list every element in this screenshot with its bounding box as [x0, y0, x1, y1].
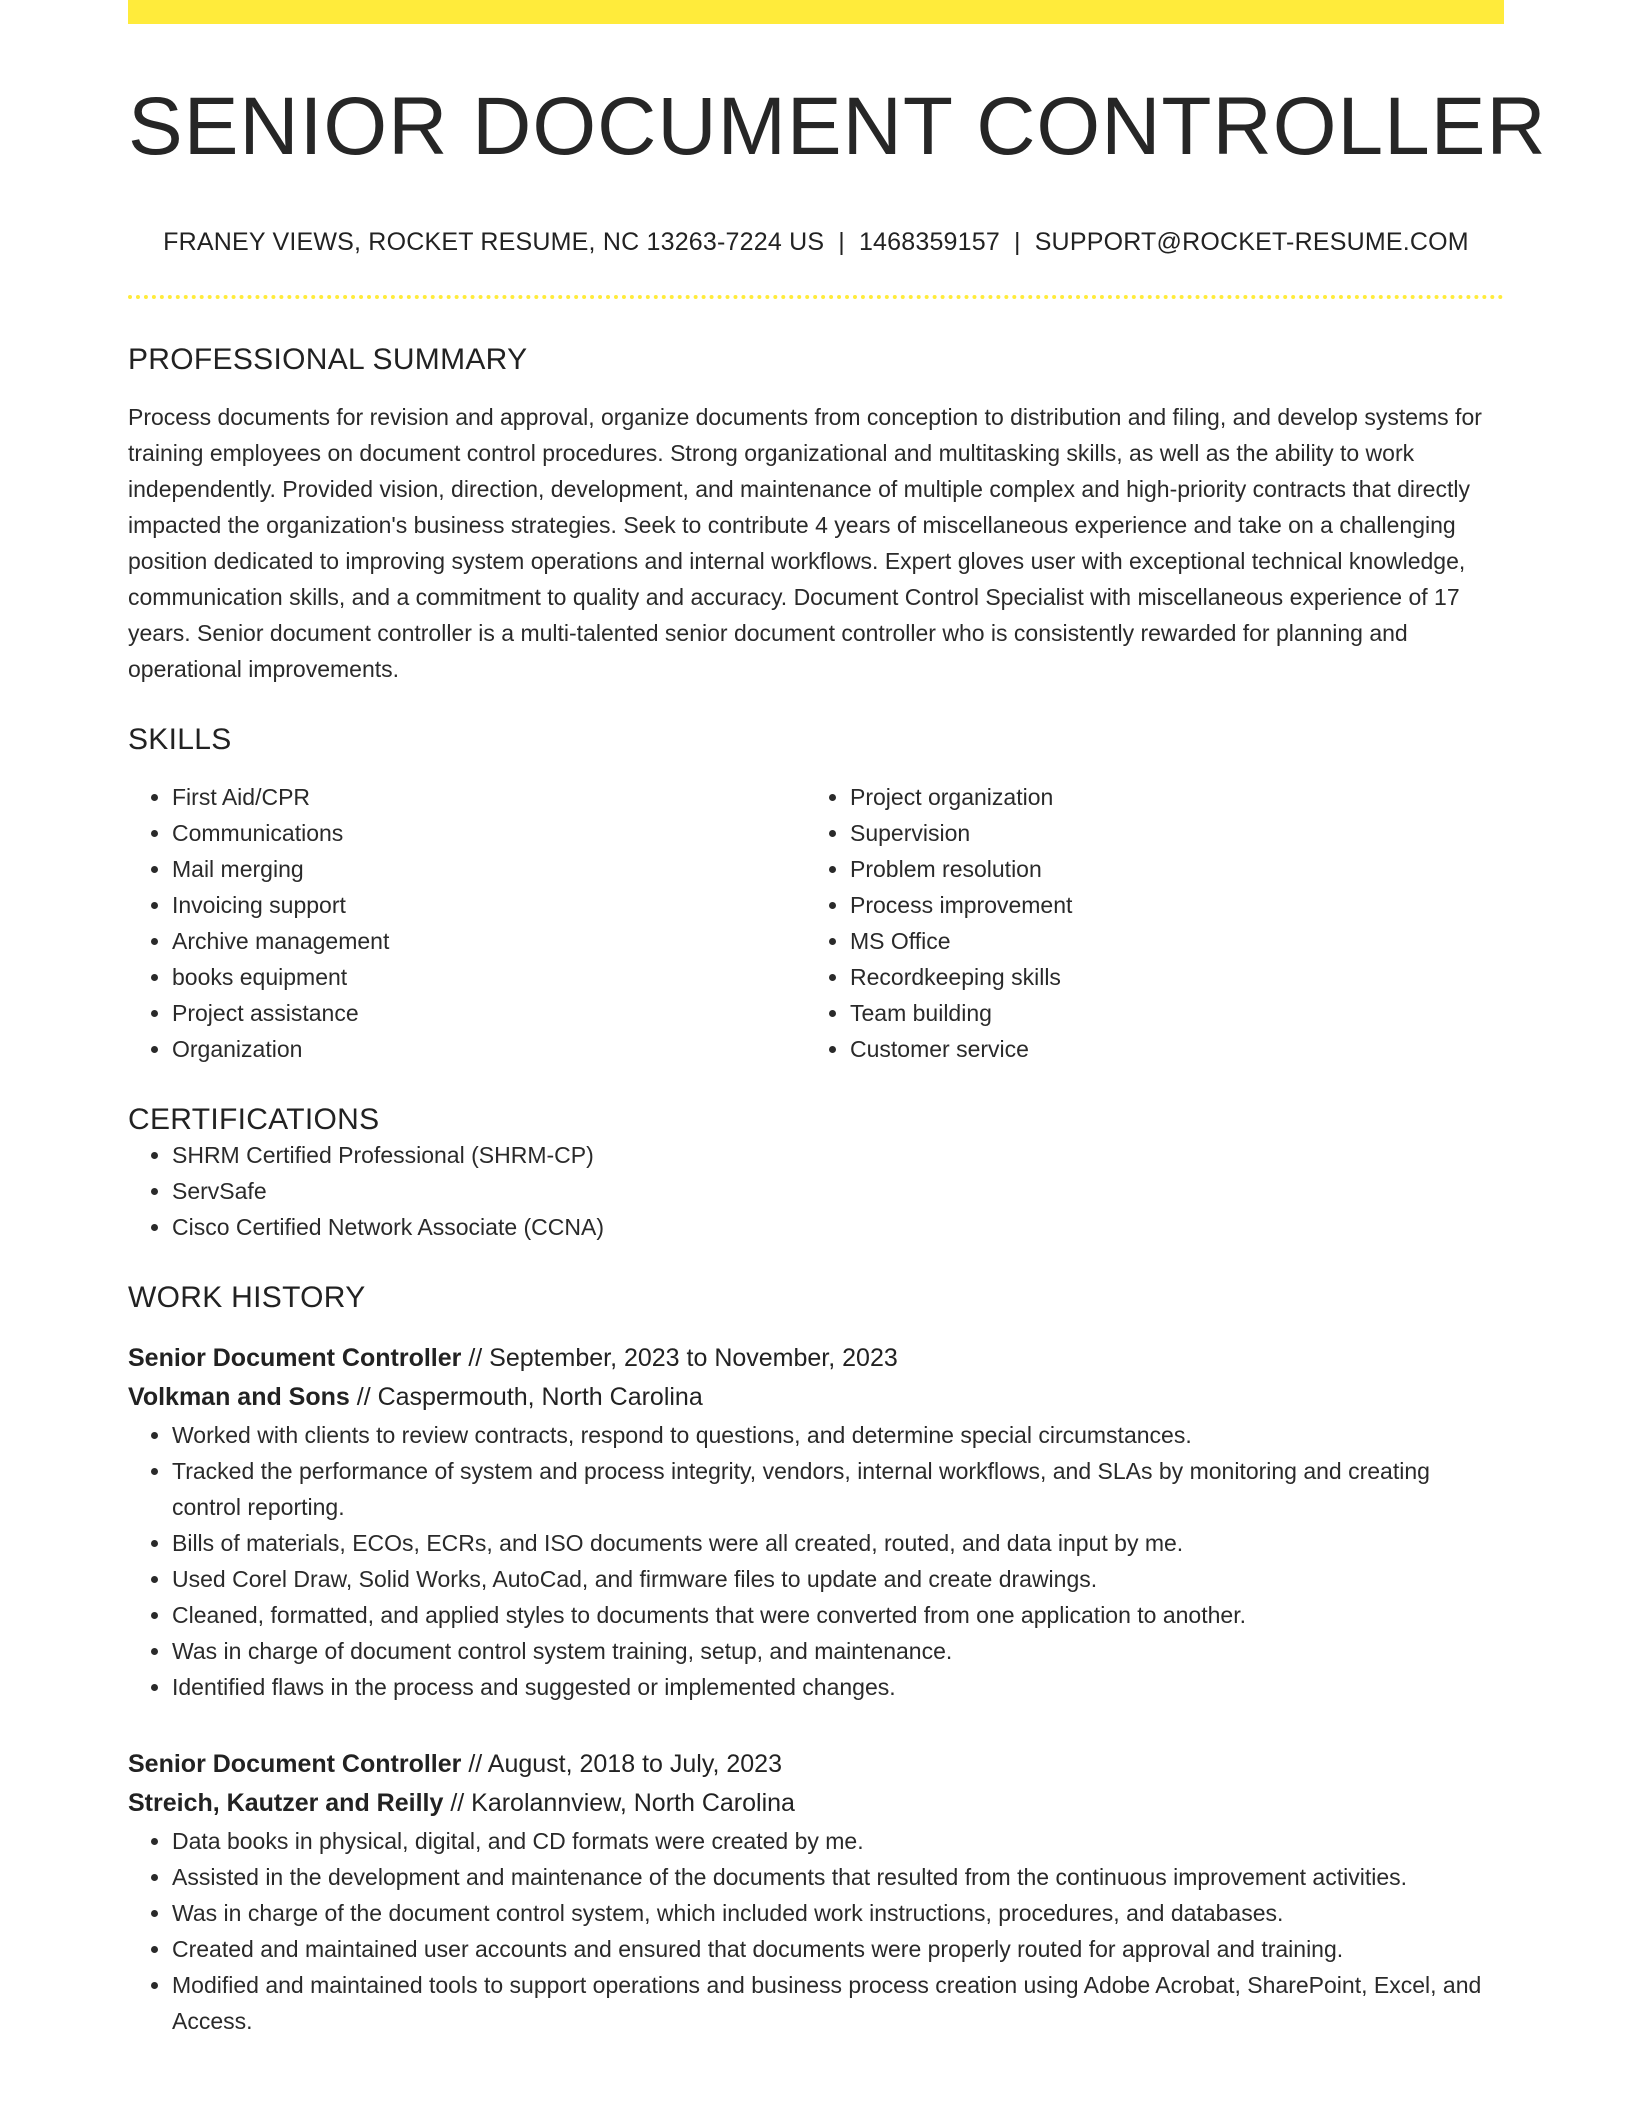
work-history-heading: WORK HISTORY — [128, 1281, 366, 1315]
certification-item: • ServSafe — [172, 1173, 1504, 1209]
job-location: // Caspermouth, North Carolina — [349, 1383, 703, 1412]
resume-page — [128, 0, 1547, 2039]
job-bullet: • Data books in physical, digital, and CD formats were created by me. — [172, 1823, 1504, 1859]
skill-item: • Communications — [172, 815, 806, 851]
accent-bar — [128, 0, 1504, 24]
contact-line — [128, 228, 1504, 257]
skill-item: • MS Office — [850, 923, 1484, 959]
job-company: Streich, Kautzer and Reilly — [128, 1789, 444, 1818]
skill-item: • First Aid/CPR — [172, 779, 806, 815]
job-bullet: • Was in charge of the document control system, which included work instructions, procedures, and databases. — [172, 1895, 1504, 1931]
certification-item: • Cisco Certified Network Associate (CCNA) — [172, 1209, 1504, 1245]
summary-heading: PROFESSIONAL SUMMARY — [128, 343, 528, 377]
job-bullet: • Modified and maintained tools to support operations and business process creation using Adobe Acrobat, SharePoint, Excel, and Access. — [172, 1967, 1504, 2039]
contact-phone[interactable]: 1468359157 — [858, 228, 1000, 257]
summary-text: Process documents for revision and approval, organize documents from conception to distribution and filing, and develop systems for training employees on document control procedures. Strong organizational and multitasking skills, as well as the ability to work independently. Provided vision, direction, development, and maintenance of multiple complex and high-priority contracts that directly impacted the organization's business strategies. Seek to contribute 4 years of miscellaneous experience and take on a challenging position dedicated to improving system operations and internal workflows. Expert gloves user with exceptional technical knowledge, communication skills, and a commitment to quality and accuracy. Document Control Specialist with miscellaneous experience of 17 years. Senior document controller is a multi-talented senior document controller who is consistently rewarded for planning and operational improvements. — [128, 404, 1482, 683]
skill-item: • Project assistance — [172, 995, 806, 1031]
skills-column-left — [128, 779, 806, 1067]
skill-item: • Process improvement — [850, 887, 1484, 923]
skill-item: • Recordkeeping skills — [850, 959, 1484, 995]
skills-grid — [128, 779, 1504, 1067]
job-bullet: • Worked with clients to review contracts, respond to questions, and determine special circumstances. — [172, 1417, 1504, 1453]
job-bullet: • Created and maintained user accounts and ensured that documents were properly routed for approval and training. — [172, 1931, 1504, 1967]
contact-email[interactable]: SUPPORT@ROCKET-RESUME.COM — [1034, 228, 1469, 257]
contact-address: FRANEY VIEWS, ROCKET RESUME, NC 13263-7224 US — [163, 228, 825, 257]
job-dates: // September, 2023 to November, 2023 — [461, 1344, 898, 1373]
certification-item: • SHRM Certified Professional (SHRM-CP) — [172, 1137, 1504, 1173]
skill-item: • Archive management — [172, 923, 806, 959]
job-location: // Karolannview, North Carolina — [443, 1789, 795, 1818]
skills-column-right — [806, 779, 1484, 1067]
skill-item: • Team building — [850, 995, 1484, 1031]
certifications-heading: CERTIFICATIONS — [128, 1103, 380, 1137]
skill-item: • Invoicing support — [172, 887, 806, 923]
skill-item: • Customer service — [850, 1031, 1484, 1067]
contact-separator: | — [1013, 228, 1021, 257]
job-bullet: • Used Corel Draw, Solid Works, AutoCad, and firmware files to update and create drawings. — [172, 1561, 1504, 1597]
dotted-divider — [128, 295, 1504, 299]
job-bullet: • Assisted in the development and maintenance of the documents that resulted from the continuous improvement activities. — [172, 1859, 1504, 1895]
contact-separator: | — [838, 228, 845, 257]
skill-item: • Problem resolution — [850, 851, 1484, 887]
job-bullet: • Was in charge of document control system training, setup, and maintenance. — [172, 1633, 1504, 1669]
certifications-list — [128, 1137, 1504, 1245]
job-bullets — [128, 1823, 1504, 2039]
job-company-line — [128, 1378, 1504, 1417]
job-bullet: • Cleaned, formatted, and applied styles to documents that were converted from one application to another. — [172, 1597, 1504, 1633]
job-entry — [128, 1745, 1504, 2039]
job-company: Volkman and Sons — [128, 1383, 350, 1412]
job-bullet: • Tracked the performance of system and process integrity, vendors, internal workflows, and SLAs by monitoring and creating control reporting. — [172, 1453, 1504, 1525]
job-title-line — [128, 1339, 1504, 1378]
job-bullet: • Bills of materials, ECOs, ECRs, and ISO documents were all created, routed, and data input by me. — [172, 1525, 1504, 1561]
skills-heading: SKILLS — [128, 723, 232, 757]
job-title: Senior Document Controller — [128, 1344, 462, 1373]
job-dates: // August, 2018 to July, 2023 — [461, 1750, 782, 1779]
skill-item: • Supervision — [850, 815, 1484, 851]
skill-item: • Project organization — [850, 779, 1484, 815]
resume-title: SENIOR DOCUMENT CONTROLLER — [128, 81, 1547, 172]
job-title-line — [128, 1745, 1504, 1784]
skill-item: • Organization — [172, 1031, 806, 1067]
job-title: Senior Document Controller — [128, 1750, 462, 1779]
job-entry — [128, 1339, 1504, 1705]
job-bullet: • Identified flaws in the process and suggested or implemented changes. — [172, 1669, 1504, 1705]
job-bullets — [128, 1417, 1504, 1705]
job-company-line — [128, 1784, 1504, 1823]
skill-item: • Mail merging — [172, 851, 806, 887]
skill-item: • books equipment — [172, 959, 806, 995]
